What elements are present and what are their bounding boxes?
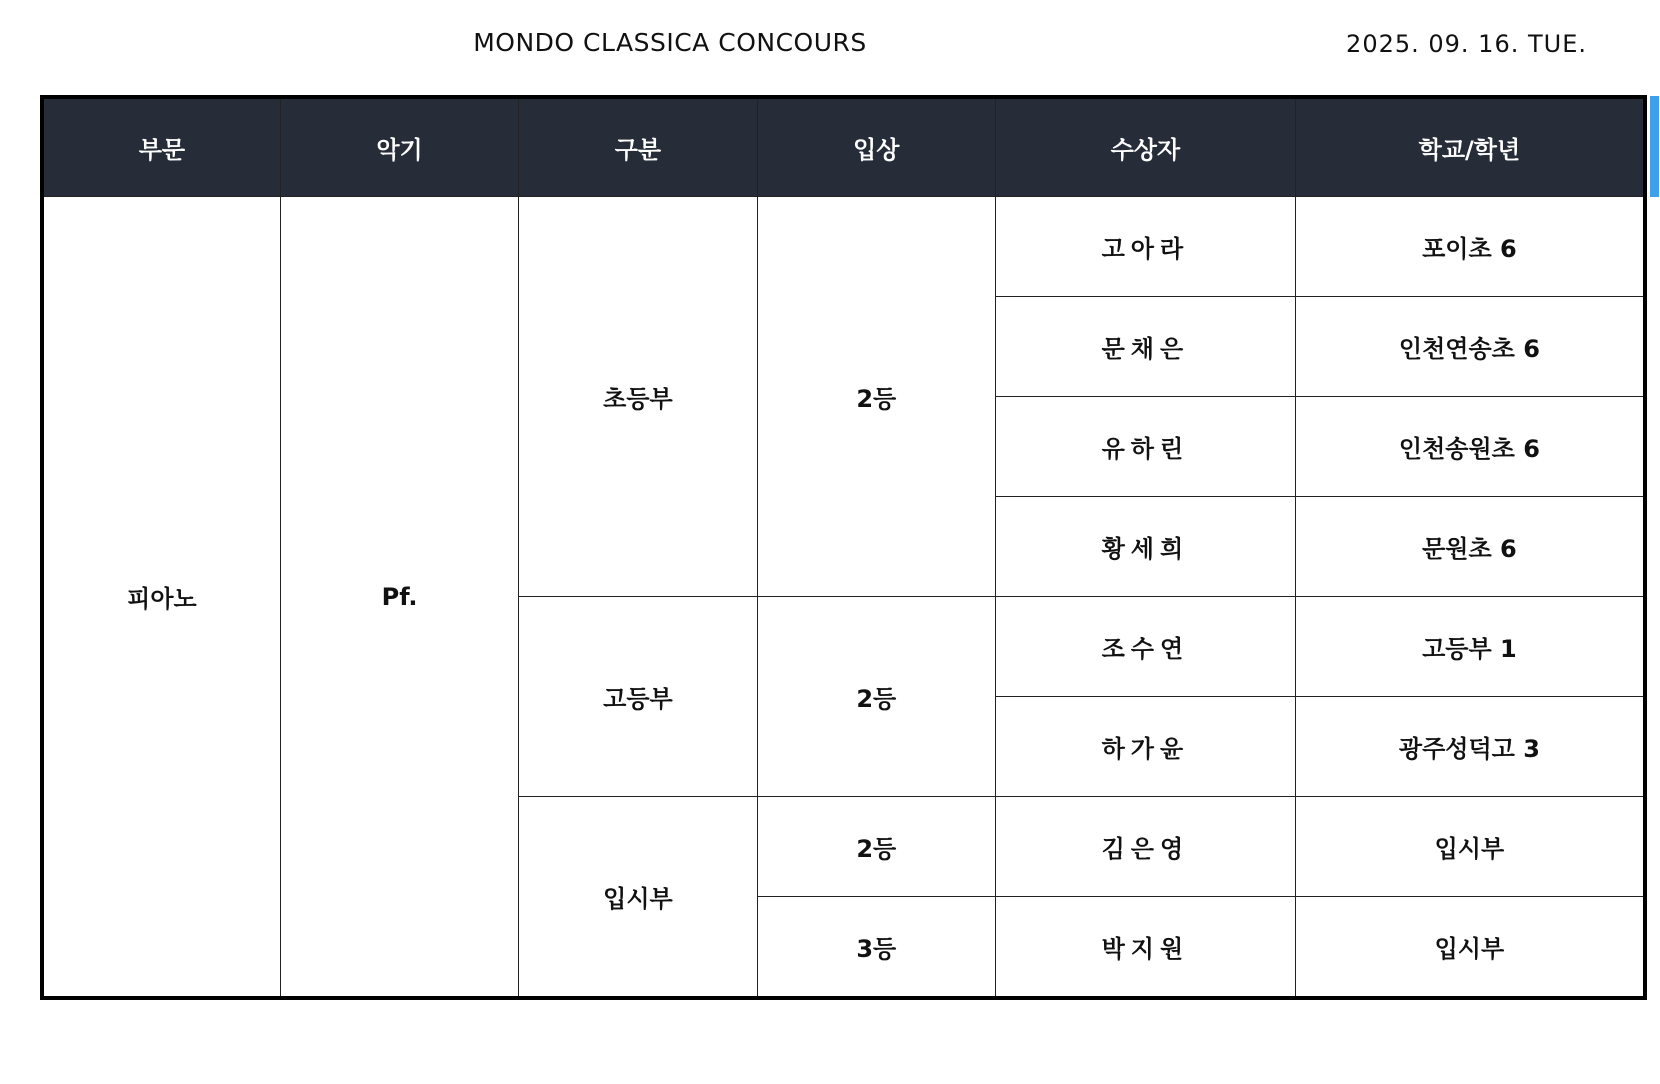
winner-name-cell: 조수연 <box>996 597 1296 697</box>
column-header-place: 입상 <box>757 97 995 197</box>
results-table-container <box>40 95 1647 1000</box>
category-cell: 초등부 <box>519 197 757 597</box>
school-grade-cell: 고등부 1 <box>1295 597 1645 697</box>
winner-name-cell: 문채은 <box>996 297 1296 397</box>
instrument-cell: Pf. <box>280 197 518 999</box>
concours-title: MONDO CLASSICA CONCOURS <box>473 28 867 57</box>
school-grade-cell: 입시부 <box>1295 897 1645 999</box>
event-date: 2025. 09. 16. TUE. <box>1346 30 1587 58</box>
column-header-category: 구분 <box>519 97 757 197</box>
category-cell: 고등부 <box>519 597 757 797</box>
winner-name-cell: 김은영 <box>996 797 1296 897</box>
place-cell: 3등 <box>757 897 995 999</box>
column-header-instrument: 악기 <box>280 97 518 197</box>
winner-name-cell: 황세희 <box>996 497 1296 597</box>
category-cell: 입시부 <box>519 797 757 999</box>
division-cell: 피아노 <box>42 197 280 999</box>
place-cell: 2등 <box>757 597 995 797</box>
column-header-school-grade: 학교/학년 <box>1295 97 1645 197</box>
school-grade-cell: 문원초 6 <box>1295 497 1645 597</box>
column-header-winner: 수상자 <box>996 97 1296 197</box>
results-table <box>40 95 1647 1000</box>
winner-name-cell: 유하린 <box>996 397 1296 497</box>
school-grade-cell: 인천송원초 6 <box>1295 397 1645 497</box>
school-grade-cell: 입시부 <box>1295 797 1645 897</box>
table-header-row <box>42 97 1645 197</box>
place-cell: 2등 <box>757 197 995 597</box>
school-grade-cell: 광주성덕고 3 <box>1295 697 1645 797</box>
column-header-division: 부문 <box>42 97 280 197</box>
winner-name-cell: 하가윤 <box>996 697 1296 797</box>
place-cell: 2등 <box>757 797 995 897</box>
winner-name-cell: 박지원 <box>996 897 1296 999</box>
table-row <box>42 197 1645 297</box>
school-grade-cell: 포이초 6 <box>1295 197 1645 297</box>
school-grade-cell: 인천연송초 6 <box>1295 297 1645 397</box>
winner-name-cell: 고아라 <box>996 197 1296 297</box>
scroll-accent-bar <box>1650 96 1659 197</box>
